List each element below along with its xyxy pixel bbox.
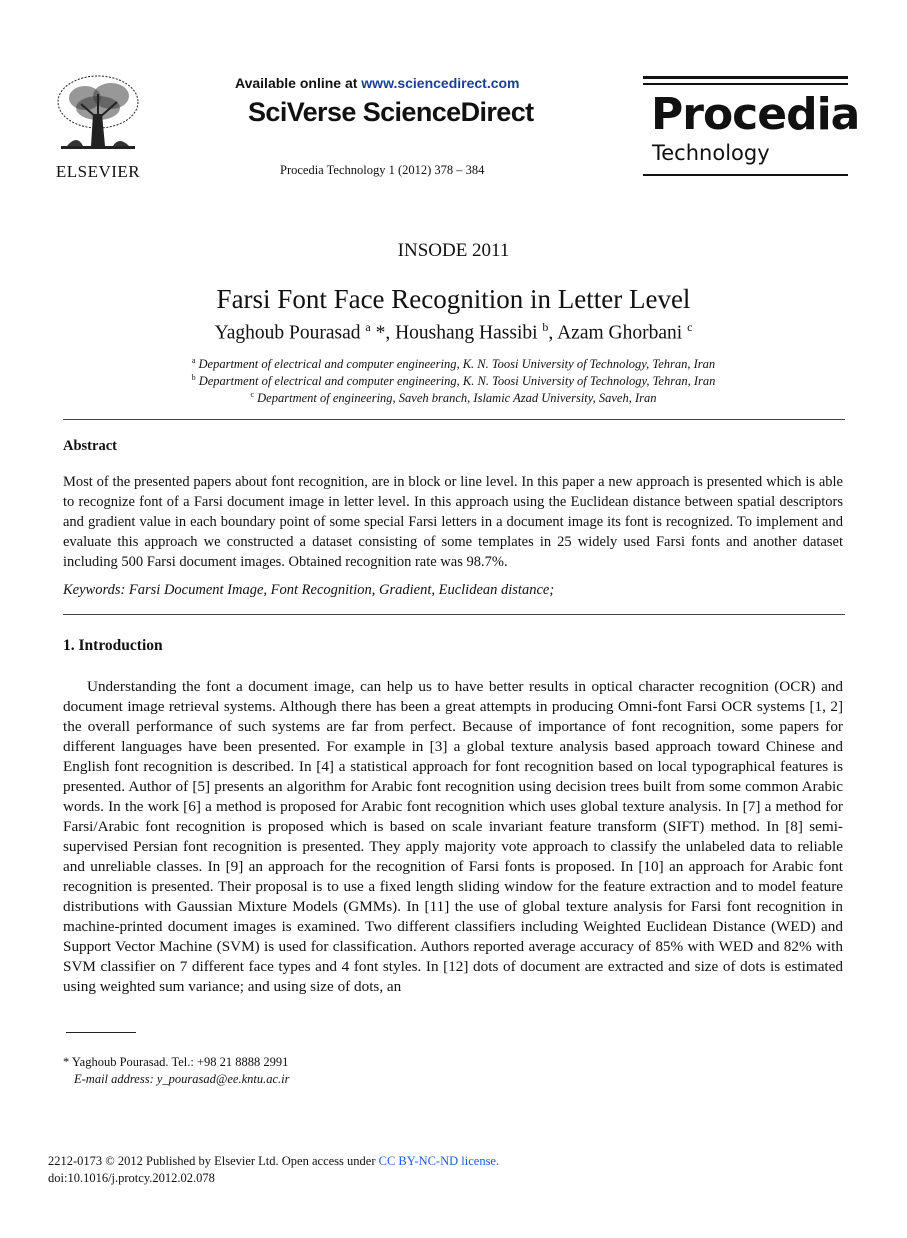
author-list xyxy=(0,315,907,346)
copyright-line xyxy=(48,1154,499,1169)
section-divider xyxy=(63,419,845,420)
affiliation-mark: c xyxy=(250,390,255,399)
footnote-rule xyxy=(66,1032,136,1033)
author-affiliation-mark: b xyxy=(542,320,549,334)
elsevier-tree-icon xyxy=(53,74,143,156)
affiliation-text: Department of electrical and computer engineering, K. N. Toosi University of Technology, Tehran, Iran xyxy=(198,374,716,389)
abstract-heading: Abstract xyxy=(63,438,117,454)
procedia-subtitle: Technology xyxy=(652,141,770,165)
introduction-heading: 1. Introduction xyxy=(63,637,163,654)
conference-name: INSODE 2011 xyxy=(397,240,510,261)
author-separator: *, xyxy=(370,322,396,344)
journal-citation: Procedia Technology 1 (2012) 378 – 384 xyxy=(280,163,485,177)
procedia-technology-logo xyxy=(643,76,860,178)
logo-top-rule xyxy=(643,76,848,79)
abstract-text: Most of the presented papers about font recognition, are in block or line level. In this paper a new approach is presented which is able to recognize font of a Farsi document image in letter level. In this approach using the Euclidean distance between spatial descriptors and gradient value in each boundary point of some special Farsi letters in a document image its font is recognized. To implement and evaluate this approach we constructed a dataset consisting of some templates in 25 widely used Farsi fonts and another dataset including 500 Farsi document images. Obtained recognition rate was 98.7%. xyxy=(63,474,843,570)
author-name: Houshang Hassibi xyxy=(395,322,538,344)
affiliation-text: Department of electrical and computer engineering, K. N. Toosi University of Technology, Tehran, Iran xyxy=(198,357,716,372)
introduction-text: Understanding the font a document image, can help us to have better results in optical character recognition (OCR) and document image retrieval systems. Although there has been a great attempts in producing Omni-font Farsi OCR systems [1, 2] the overall performance of such systems are far from perfect. Because of importance of font recognition, some papers for different languages have been presented. For example in [3] a global texture analysis based approach toward Chinese and English font recognition is described. In [4] a statistical approach for font recognition based on local typographical features is presented. Author of [5] presents an algorithm for Arabic font recognition using decision trees built from some common Arabic words. In the work [6] a method is proposed for Arabic font recognition which uses global texture analysis. In [7] a method for Farsi/Arabic font recognition is proposed which is based on scale invariant feature transform (SIFT) method. In [8] semi-supervised Persian font recognition is presented. They apply majority vote approach to classify the unlabeled data to reliable and unreliable classes. In [9] an approach for the recognition of Farsi fonts is proposed. In [10] an approach for Arabic font recognition is presented. Their proposal is to use a fixed length sliding window for the feature extraction and to model feature distributions with Gaussian Mixture Models (GMMs). In [11] the use of global texture analysis for Farsi font recognition in machine-printed document images is examined. Two different classifiers including Weighted Euclidean Distance (WED) and Support Vector Machine (SVM) is used for classification. Authors reported average accuracy of 85% with WED and 82% with SVM classifier on 7 different face types and 4 font styles. In [12] dots of document are extracted and size of dots is estimated using weighted sum variance; and using size of dots, an xyxy=(63,678,843,995)
available-prefix: Available online at xyxy=(235,75,362,91)
procedia-title: Procedia xyxy=(651,89,860,140)
corresponding-author-note: * Yaghoub Pourasad. Tel.: +98 21 8888 2991 xyxy=(63,1055,289,1069)
license-link[interactable]: CC BY-NC-ND license. xyxy=(378,1154,500,1168)
affiliation-text: Department of engineering, Saveh branch, Islamic Azad University, Saveh, Iran xyxy=(257,391,657,406)
section-divider xyxy=(63,614,845,615)
paper-title: Farsi Font Face Recognition in Letter Level xyxy=(216,284,691,314)
elsevier-wordmark: ELSEVIER xyxy=(55,162,141,181)
keywords: Keywords: Farsi Document Image, Font Recognition, Gradient, Euclidean distance; xyxy=(63,582,555,598)
author-name: Azam Ghorbani xyxy=(557,322,683,344)
logo-bottom-rule xyxy=(643,174,848,176)
sciencedirect-link[interactable]: www.sciencedirect.com xyxy=(361,75,520,91)
author-affiliation-mark: a xyxy=(365,320,371,334)
sciverse-sciencedirect-logo: SciVerse ScienceDirect xyxy=(248,97,534,127)
copyright-text: 2212-0173 © 2012 Published by Elsevier Ltd. Open access under xyxy=(48,1154,379,1168)
email-note: E-mail address: y_pourasad@ee.kntu.ac.ir xyxy=(74,1072,290,1086)
elsevier-logo xyxy=(50,74,146,181)
author-name: Yaghoub Pourasad xyxy=(214,322,361,344)
available-online-line xyxy=(235,75,520,91)
logo-top-rule-thin xyxy=(643,83,848,85)
affiliation-mark: a xyxy=(191,356,196,365)
author-affiliation-mark: c xyxy=(687,320,693,334)
affiliation-mark: b xyxy=(191,373,196,382)
affiliation xyxy=(0,386,907,407)
doi: doi:10.1016/j.protcy.2012.02.078 xyxy=(48,1171,215,1185)
author-separator: , xyxy=(548,322,558,344)
